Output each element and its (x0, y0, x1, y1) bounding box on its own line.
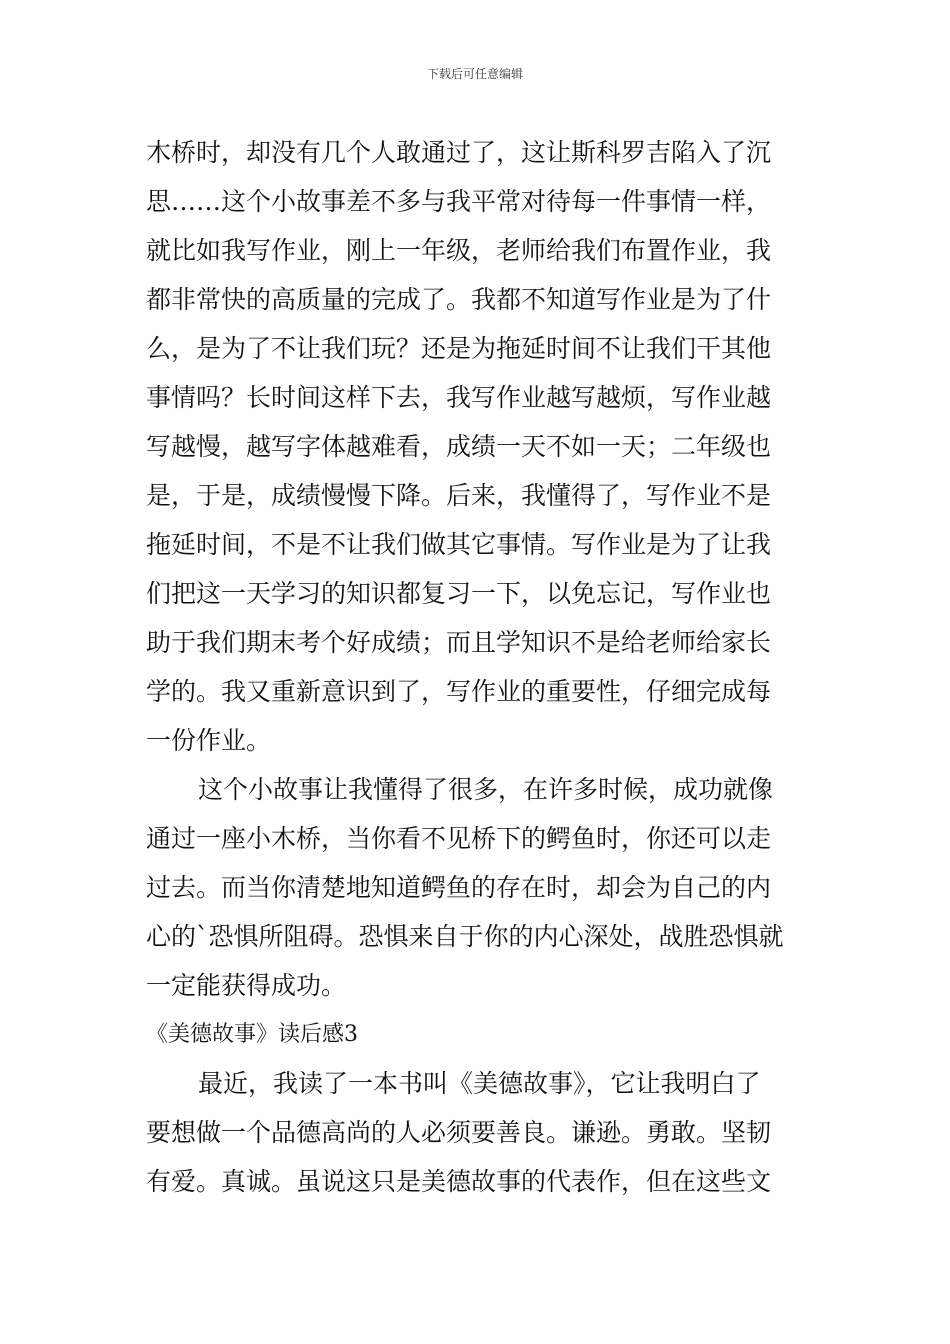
paragraph-1 (146, 128, 812, 765)
text-line: 通过一座小木桥，当你看不见桥下的鳄鱼时，你还可以走 (146, 824, 772, 853)
text-line: 最近，我读了一本书叫《美德故事》，它让我明白了 (198, 1069, 761, 1098)
text-line: 心的`恐惧所阻碍。恐惧来自于你的内心深处，战胜恐惧就 (146, 922, 784, 951)
text-line: 过去。而当你清楚地知道鳄鱼的存在时，却会为自己的内 (146, 873, 772, 902)
page-header: 下载后可任意编辑 (426, 67, 523, 81)
text-line: 这个小故事让我懂得了很多，在许多时候，成功就像 (198, 775, 774, 804)
text-line: 么，是为了不让我们玩？还是为拖延时间不让我们干其他 (146, 334, 772, 363)
text-line: 有爱。真诚。虽说这只是美德故事的代表作，但在这些文 (146, 1167, 772, 1196)
text-line: 写越慢，越写字体越难看，成绩一天不如一天；二年级也 (146, 432, 772, 461)
paragraph-3 (146, 1059, 812, 1206)
text-line: 木桥时，却没有几个人敢通过了，这让斯科罗吉陷入了沉 (146, 138, 772, 167)
text-line: 拖延时间，不是不让我们做其它事情。写作业是为了让我 (146, 530, 772, 559)
paragraph-2 (146, 765, 812, 1010)
text-line: 学的。我又重新意识到了，写作业的重要性，仔细完成每 (146, 677, 772, 706)
text-line: 就比如我写作业，刚上一年级，老师给我们布置作业，我 (146, 236, 772, 265)
text-line: 要想做一个品德高尚的人必须要善良。谦逊。勇敢。坚韧 (146, 1118, 772, 1147)
document-body (146, 128, 812, 1206)
text-line: 一定能获得成功。 (146, 971, 347, 1000)
text-line: 事情吗？长时间这样下去，我写作业越写越烦，写作业越 (146, 383, 772, 412)
text-line: 是，于是，成绩慢慢下降。后来，我懂得了，写作业不是 (146, 481, 772, 510)
text-line: 都非常快的高质量的完成了。我都不知道写作业是为了什 (146, 285, 772, 314)
text-line: 助于我们期末考个好成绩；而且学知识不是给老师给家长 (146, 628, 772, 657)
text-line: 一份作业。 (146, 726, 272, 755)
text-line: 们把这一天学习的知识都复习一下，以免忘记，写作业也 (146, 579, 772, 608)
section-title: 《美德故事》读后感3 (146, 1022, 358, 1047)
text-line: 思……这个小故事差不多与我平常对待每一件事情一样， (146, 187, 772, 216)
